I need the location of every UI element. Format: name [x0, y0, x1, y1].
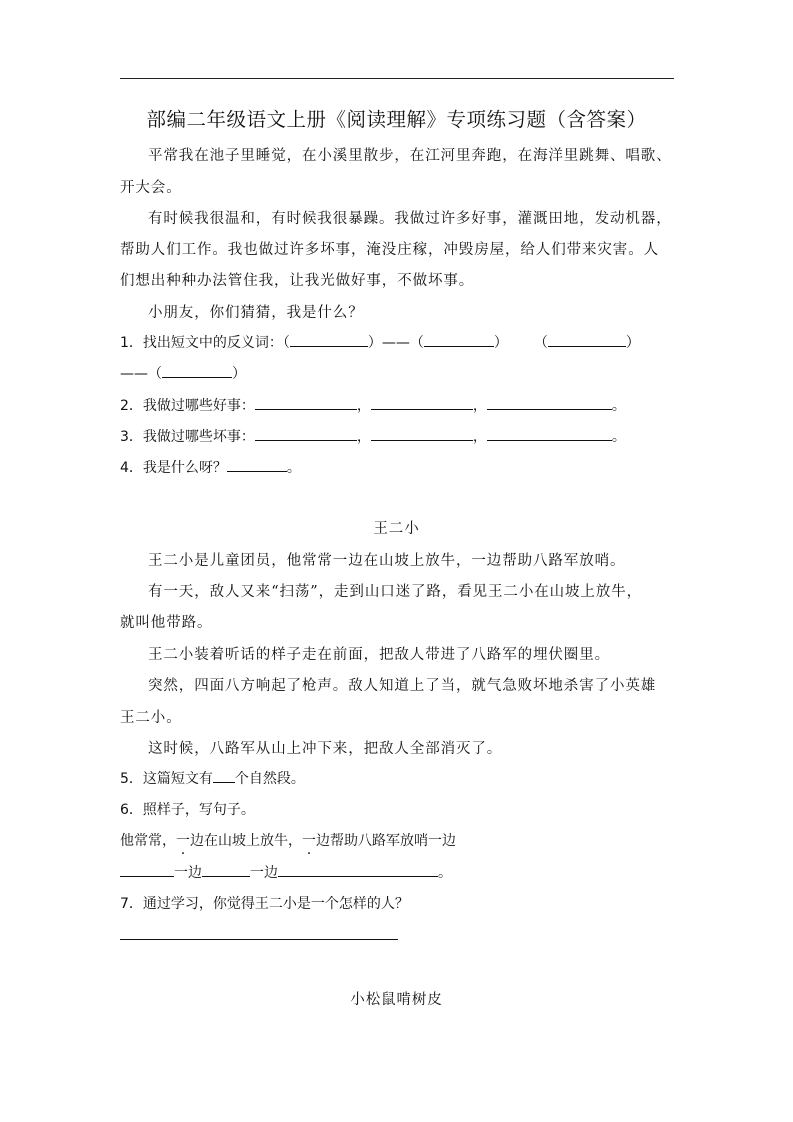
passage3-title: 小松鼠啃树皮 — [350, 992, 443, 1008]
answer-blank[interactable] — [227, 457, 287, 472]
question-1-line-2 — [120, 363, 246, 383]
example-text: 边在山坡上放牛， — [190, 833, 302, 849]
period: 。 — [286, 460, 301, 476]
answer-blank[interactable] — [371, 426, 473, 441]
passage1-paragraph-1-cont: 开大会。 — [120, 180, 182, 196]
header-rule — [120, 78, 674, 79]
answer-blank[interactable] — [548, 332, 626, 347]
answer-blank[interactable] — [290, 332, 368, 347]
example-text: 边帮助八路军放哨一边 — [316, 833, 456, 849]
passage1-paragraph-1: 平常我在池子里睡觉，在小溪里散步，在江河里奔跑，在海洋里跳舞、唱歌、 — [148, 148, 672, 164]
comma: ， — [472, 398, 487, 414]
answer-blank[interactable] — [255, 426, 357, 441]
question-1 — [120, 332, 640, 352]
comma: ， — [472, 429, 487, 445]
question-7: 7．通过学习，你觉得王二小是一个怎样的人？ — [120, 896, 409, 912]
passage2-paragraph-4-cont: 王二小。 — [120, 710, 182, 726]
question-1-paren: ） — [232, 366, 246, 382]
question-1-paren: （ — [533, 335, 548, 351]
period: 。 — [611, 398, 626, 414]
passage2-paragraph-2-cont: 就叫他带路。 — [120, 615, 213, 631]
passage2-paragraph-3: 王二小装着听话的样子走在前面，把敌人带进了八路军的埋伏圈里。 — [148, 647, 610, 663]
passage2-title: 王二小 — [373, 521, 420, 537]
answer-blank[interactable] — [487, 395, 612, 410]
period: 。 — [611, 429, 626, 445]
comma: ， — [356, 398, 371, 414]
question-6-answer — [120, 862, 452, 882]
example-text: 他常常， — [120, 833, 176, 849]
pattern-word: 一边 — [250, 865, 278, 881]
answer-blank[interactable] — [202, 862, 250, 877]
question-1-label: 1．找出短文中的反义词：（ — [120, 335, 290, 351]
question-1-paren: ） — [625, 335, 640, 351]
answer-blank[interactable] — [487, 426, 612, 441]
question-5-label: 5．这篇短文有 — [120, 771, 213, 787]
answer-blank[interactable] — [213, 768, 235, 783]
passage1-paragraph-3: 小朋友，你们猜猜，我是什么？ — [148, 305, 364, 321]
question-6: 6．照样子，写句子。 — [120, 802, 255, 818]
answer-line[interactable] — [120, 939, 398, 940]
answer-blank[interactable] — [120, 862, 174, 877]
passage1-paragraph-2-cont1: 帮助人们工作。我也做过许多坏事，淹没庄稼，冲毁房屋，给人们带来灾害。人 — [120, 242, 659, 258]
passage1-paragraph-2: 有时候我很温和，有时候我很暴躁。我做过许多好事，灌溉田地，发动机器， — [148, 211, 672, 227]
passage1-paragraph-2-cont2: 们想出种种办法管住我，让我光做好事，不做坏事。 — [120, 273, 475, 289]
page-title: 部编二年级语文上册《阅读理解》专项练习题（含答案） — [146, 108, 647, 131]
passage2-paragraph-1: 王二小是儿童团员，他常常一边在山坡上放牛，一边帮助八路军放哨。 — [148, 553, 626, 569]
answer-blank[interactable] — [255, 395, 357, 410]
pattern-word: 一边 — [174, 865, 202, 881]
question-2-label: 2．我做过哪些好事： — [120, 398, 255, 414]
question-4-label: 4．我是什么呀？ — [120, 460, 227, 476]
answer-blank[interactable] — [278, 862, 438, 877]
period: 。 — [438, 865, 452, 881]
answer-blank[interactable] — [424, 332, 494, 347]
question-1-dash: ——（ — [120, 366, 162, 382]
answer-blank[interactable] — [162, 363, 232, 378]
comma: ， — [356, 429, 371, 445]
question-1-dash: ）——（ — [367, 335, 424, 351]
question-4 — [120, 457, 301, 477]
emphasis-char: 一 — [302, 833, 316, 849]
question-5-suffix: 个自然段。 — [234, 771, 305, 787]
question-5 — [120, 768, 305, 788]
passage2-paragraph-2: 有一天，敌人又来“扫荡”，走到山口迷了路，看见王二小在山坡上放牛， — [148, 584, 643, 600]
answer-blank[interactable] — [371, 395, 473, 410]
passage2-paragraph-4: 突然，四面八方响起了枪声。敌人知道上了当，就气急败坏地杀害了小英雄 — [148, 678, 657, 694]
question-3-label: 3．我做过哪些坏事： — [120, 429, 255, 445]
question-6-example — [120, 830, 456, 850]
emphasis-char: 一 — [176, 833, 190, 849]
passage2-paragraph-5: 这时候，八路军从山上冲下来，把敌人全部消灭了。 — [148, 741, 503, 757]
question-2 — [120, 395, 626, 415]
question-3 — [120, 426, 626, 446]
question-1-paren: ） — [493, 335, 508, 351]
